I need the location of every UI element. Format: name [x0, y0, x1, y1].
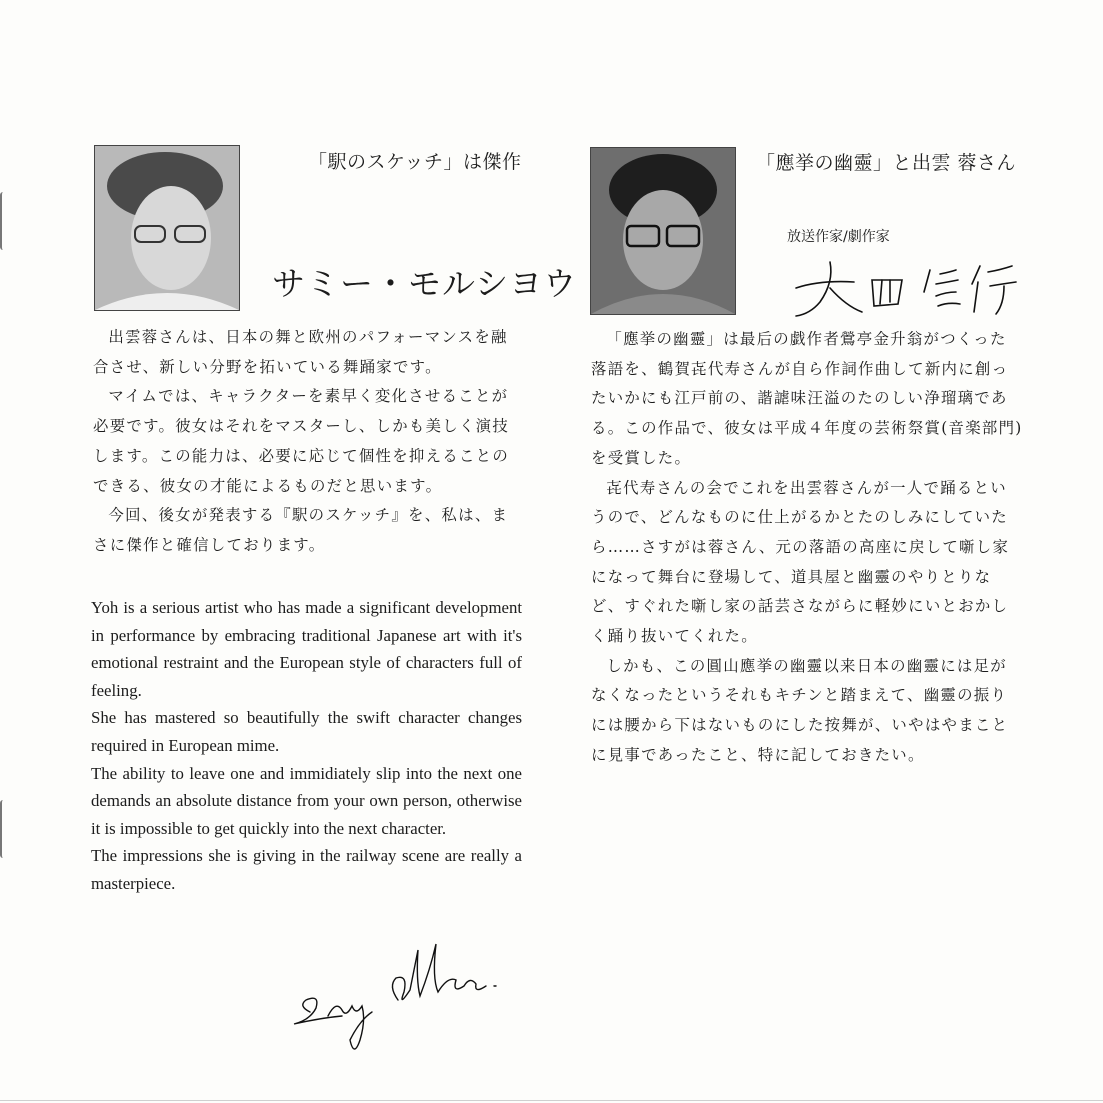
right-handwritten-signature	[790, 252, 1030, 322]
left-title: 「駅のスケッチ」は傑作	[308, 151, 522, 173]
left-en-paragraph: The ability to leave one and immidiately slip into the next one demands an absolute distance from your own person, otherwise it is impossible to get quickly into the next character.	[91, 763, 522, 838]
right-jp-paragraph: 㐂代寿さんの会でこれを出雲蓉さんが一人で踊るというので、どんなものに仕上がるかとたのしみにしていたら……さすがは蓉さん、元の落語の高座に戻して噺し家になって舞台に登場して、道具屋と幽靈のやりとりなど、すぐれた噺し家の話芸さながらに軽妙にいとおかしく踊り抜いてくれた。	[591, 478, 1010, 646]
left-en-paragraph: The impressions she is giving in the railway scene are really a masterpiece.	[91, 846, 522, 893]
left-en-paragraph: Yoh is a serious artist who has made a significant development in performance by embracing traditional Japanese art with it's emotional restraint and the European style of characters full of feeling.	[91, 598, 522, 700]
right-jp-paragraph: しかも、この圓山應挙の幽靈以来日本の幽靈には足がなくなったというそれもキチンと踏まえて、幽靈の振りには腰から下はないものにした按舞が、いやはやまことに見事であったこと、特に記しておきたい。	[591, 656, 1009, 764]
left-jp-paragraph: 今回、後女が発表する『駅のスケッチ』を、私は、まさに傑作と確信しております。	[93, 506, 509, 554]
right-jp-paragraph: 「應挙の幽靈」は最后の戯作者鶯亭金升翁がつくった落語を、鶴賀㐂代寿さんが自ら作詞作曲して新内に創ったいかにも江戸前の、諧謔味汪溢のたのしい浄瑠璃である。この作品で、彼女は平成４年度の芸術祭賞(音楽部門)を受賞した。	[591, 330, 1023, 467]
left-name-kana: サミー・モルシヨウ	[272, 264, 578, 303]
left-en-paragraph: She has mastered so beautifully the swift character changes required in European mime.	[91, 708, 522, 755]
portrait-photo-right	[590, 147, 736, 315]
left-jp-paragraph: マイムでは、キャラクターを素早く変化させることが必要です。彼女はそれをマスターし、しかも美しく演技します。この能力は、必要に応じて個性を抑えることのできる、彼女の才能によるものだと思います。	[93, 387, 510, 495]
left-english-text	[91, 594, 522, 898]
left-japanese-text	[93, 323, 523, 561]
portrait-photo-left	[94, 145, 240, 311]
page-bottom-edge	[0, 1100, 1103, 1101]
left-handwritten-signature	[280, 920, 540, 1060]
binding-staple-bottom	[0, 800, 7, 858]
left-jp-paragraph: 出雲蓉さんは、日本の舞と欧州のパフォーマンスを融合させ、新しい分野を拓いている舞踊家です。	[93, 328, 508, 376]
right-author-role: 放送作家/劇作家	[787, 229, 890, 245]
right-title: 「應挙の幽靈」と出雲 蓉さん	[756, 152, 1017, 174]
binding-staple-top	[0, 192, 7, 250]
right-japanese-text	[591, 325, 1023, 771]
